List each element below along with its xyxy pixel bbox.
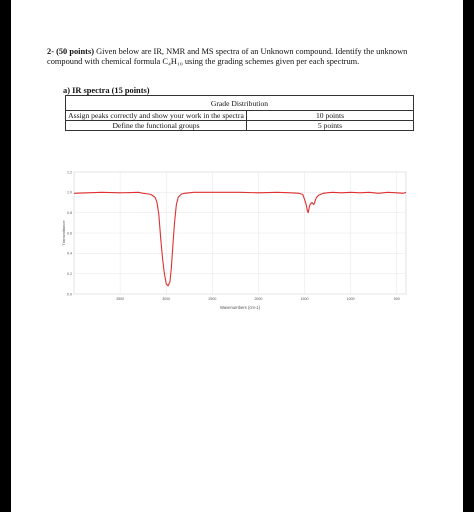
y-tick-label: 0.2: [67, 271, 72, 276]
ir-spectrum-chart: [60, 166, 410, 316]
table-row: [66, 111, 414, 121]
task-cell: Define the functional groups: [66, 121, 247, 131]
y-tick-label: 1.0: [67, 190, 72, 195]
x-tick-label: 3000: [162, 297, 171, 301]
x-tick-label: 2000: [254, 297, 263, 301]
question-number: 2- (50 points): [47, 47, 94, 56]
ir-spectrum-svg: [60, 166, 410, 316]
x-tick-label: 500: [393, 297, 400, 301]
table-header: Grade Distribution: [66, 96, 414, 111]
y-axis-label: Transmittance: [61, 220, 66, 246]
task-cell: Assign peaks correctly and show your work in the spectra: [66, 111, 247, 121]
table-row: [66, 121, 414, 131]
x-tick-label: 1500: [300, 297, 309, 301]
question-body: Given below are IR, NMR and MS spectra of an Unknown compound. Identify the unknown compound with chemical formula C₄H₁₀ using the grading schemes given per each spectrum.: [47, 47, 408, 67]
x-axis-label: Wavenumbers (cm-1): [219, 305, 261, 310]
y-tick-label: 0.6: [67, 231, 72, 236]
points-cell: 5 points: [247, 121, 414, 131]
x-tick-label: 3500: [116, 297, 125, 301]
y-tick-label: 1.2: [67, 170, 72, 175]
x-tick-label: 2500: [208, 297, 217, 301]
points-cell: 10 points: [247, 111, 414, 121]
grade-table: [65, 95, 414, 131]
y-tick-label: 0.4: [67, 251, 72, 256]
section-heading: a) IR spectra (15 points): [63, 86, 150, 95]
question-text: [47, 47, 427, 68]
x-tick-label: 1000: [346, 297, 355, 301]
y-tick-label: 0.0: [67, 292, 72, 297]
y-tick-label: 0.8: [67, 210, 72, 215]
table-header-row: [66, 96, 414, 111]
